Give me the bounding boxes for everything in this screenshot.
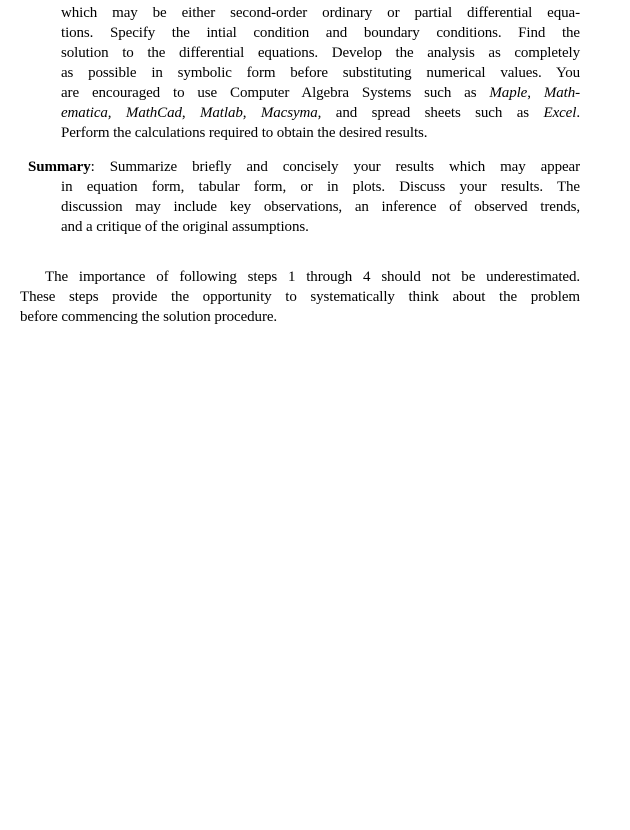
summary-line-2: in equation form, tabular form, or in plots. Discuss your results. The	[61, 179, 580, 195]
analysis-line-5-text: are encouraged to use Computer Algebra Systems such as	[61, 85, 490, 101]
closing-line-1: The importance of following steps 1 through 4 should not be underestimated.	[45, 269, 580, 285]
software-macsyma: Macsyma	[260, 105, 318, 121]
analysis-line-2: tions. Specify the intial condition and boundary conditions. Find the	[61, 25, 580, 41]
summary-line-1-text: : Summarize briefly and concisely your results which may appear	[90, 159, 580, 175]
software-mathcad: MathCad	[125, 105, 182, 121]
analysis-line-6-text: , and spread sheets such as	[317, 105, 544, 121]
analysis-line-5	[61, 83, 580, 103]
software-matlab: Matlab	[200, 105, 243, 121]
comma-separator: ,	[527, 85, 544, 101]
analysis-line-7: Perform the calculations required to obtain the desired results.	[61, 125, 428, 141]
summary-line-1	[28, 157, 580, 177]
summary-line-3: discussion may include key observations, an inference of observed trends,	[61, 199, 580, 215]
analysis-line-1: which may be either second-order ordinary or partial differential equa-	[61, 5, 580, 21]
software-mathematica-start: Math-	[543, 85, 580, 101]
comma-separator: ,	[107, 105, 126, 121]
analysis-line-4: as possible in symbolic form before substituting numerical values. You	[61, 65, 580, 81]
summary-heading: Summary	[28, 159, 91, 175]
software-mathematica-end: ematica	[61, 105, 108, 121]
closing-line-2: These steps provide the opportunity to systematically think about the problem	[20, 289, 580, 305]
summary-line-4: and a critique of the original assumptions.	[61, 219, 309, 235]
closing-line-3: before commencing the solution procedure.	[20, 309, 278, 325]
software-excel: Excel	[543, 105, 577, 121]
comma-separator: ,	[242, 105, 261, 121]
software-maple: Maple	[489, 85, 528, 101]
analysis-line-6	[61, 103, 580, 123]
comma-separator: ,	[181, 105, 201, 121]
analysis-line-3: solution to the differential equations. Develop the analysis as completely	[61, 45, 580, 61]
period: .	[576, 105, 580, 121]
